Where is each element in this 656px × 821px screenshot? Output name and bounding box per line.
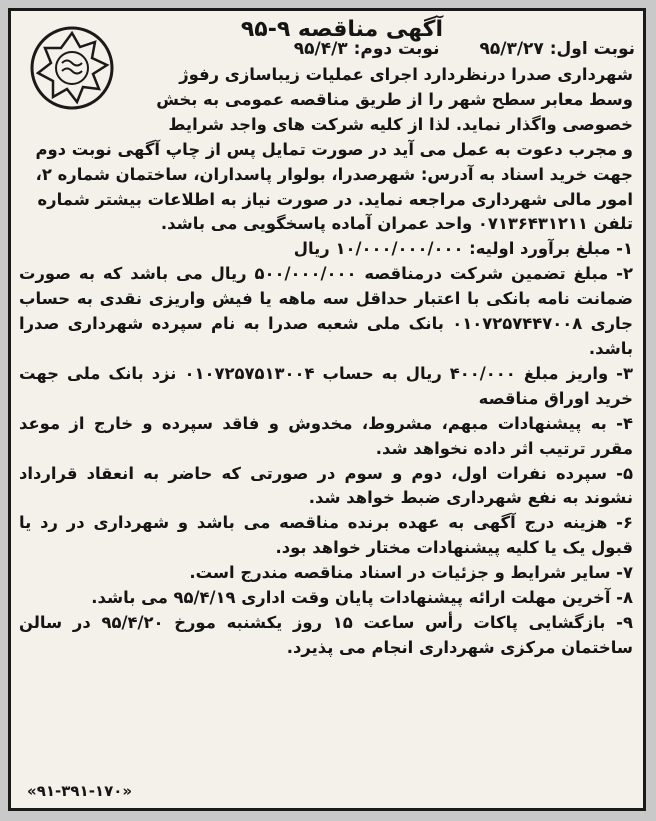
condition-item: ۸- آخرین مهلت ارائه پیشنهادات پایان وقت اداری ۹۵/۴/۱۹ می باشد.: [91, 588, 633, 608]
notice-body: [19, 63, 633, 661]
condition-item: ۳- واریز مبلغ ۴۰۰/۰۰۰ ریال به حساب ۰۱۰۷۲۵۷۵۱۳۰۰۴ نزد بانک ملی جهت خرید اوراق مناقصه: [19, 363, 633, 408]
round-one-date: نوبت اول: ۹۵/۳/۲۷: [479, 39, 635, 59]
round-two-date: نوبت دوم: ۹۵/۴/۳: [293, 39, 440, 59]
intro-line: جهت خرید اسناد به آدرس: شهرصدرا، بولوار پاسداران، ساختمان شماره ۲،: [35, 164, 633, 184]
condition-item: ۶- هزینه درج آگهی به عهده برنده مناقصه می باشد و شهرداری در رد یا قبول یک یا کلیه پیشنهادات مختار خواهد بود.: [19, 513, 633, 558]
intro-line: شهرداری صدرا درنظردارد اجرای عملیات زیباسازی رفوژ: [179, 65, 633, 84]
intro-line: تلفن ۰۷۱۳۶۴۳۱۲۱۱ واحد عمران آماده پاسخگویی می باشد.: [160, 214, 633, 234]
intro-line: وسط معابر سطح شهر را از طریق مناقصه عمومی به بخش: [156, 89, 633, 109]
condition-item: ۹- بازگشایی پاکات رأس ساعت ۱۵ روز یکشنبه مورخ ۹۵/۴/۲۰ در سالن ساختمان مرکزی شهرداری انجام می پذیرد.: [19, 612, 633, 657]
notice-code: «۹۱-۳۹۱-۱۷۰»: [27, 782, 133, 800]
condition-item: ۲- مبلغ تضمین شرکت درمناقصه ۵۰۰/۰۰۰/۰۰۰ ریال می باشد که به صورت ضمانت نامه بانکی با اعتبار حداقل سه ماهه یا فیش واریزی نقدی به حساب جاری ۰۱۰۷۲۵۷۴۴۷۰۰۸ بانک ملی شعبه صدرا به نام سپرده شهرداری صدرا باشد.: [19, 264, 633, 358]
condition-item: ۷- سایر شرایط و جزئیات در اسناد مناقصه مندرج است.: [189, 563, 633, 583]
intro-line: خصوصی واگذار نماید. لذا از کلیه شرکت های واجد شرایط: [168, 114, 633, 134]
intro-line: امور مالی شهرداری مراجعه نماید. در صورت نیاز به اطلاعات بیشتر شماره: [37, 189, 633, 209]
condition-item: ۴- به پیشنهادات مبهم، مشروط، مخدوش و فاقد سپرده و خارج از موعد مقرر ترتیب اثر داده نخواهد شد.: [19, 413, 633, 458]
notice-title: آگهی مناقصه ۹-۹۵: [240, 17, 443, 42]
tender-notice: [8, 8, 646, 811]
intro-line: و مجرب دعوت به عمل می آید در صورت تمایل پس از چاپ آگهی نوبت دوم: [35, 139, 633, 159]
publication-rounds: [131, 39, 635, 59]
condition-item: ۱- مبلغ برآورد اولیه: ۱۰/۰۰۰/۰۰۰/۰۰۰ ریال: [293, 239, 633, 259]
condition-item: ۵- سپرده نفرات اول، دوم و سوم در صورتی که حاضر به انعقاد قرارداد نشوند به نفع شهرداری ضبط خواهد شد.: [19, 463, 633, 508]
